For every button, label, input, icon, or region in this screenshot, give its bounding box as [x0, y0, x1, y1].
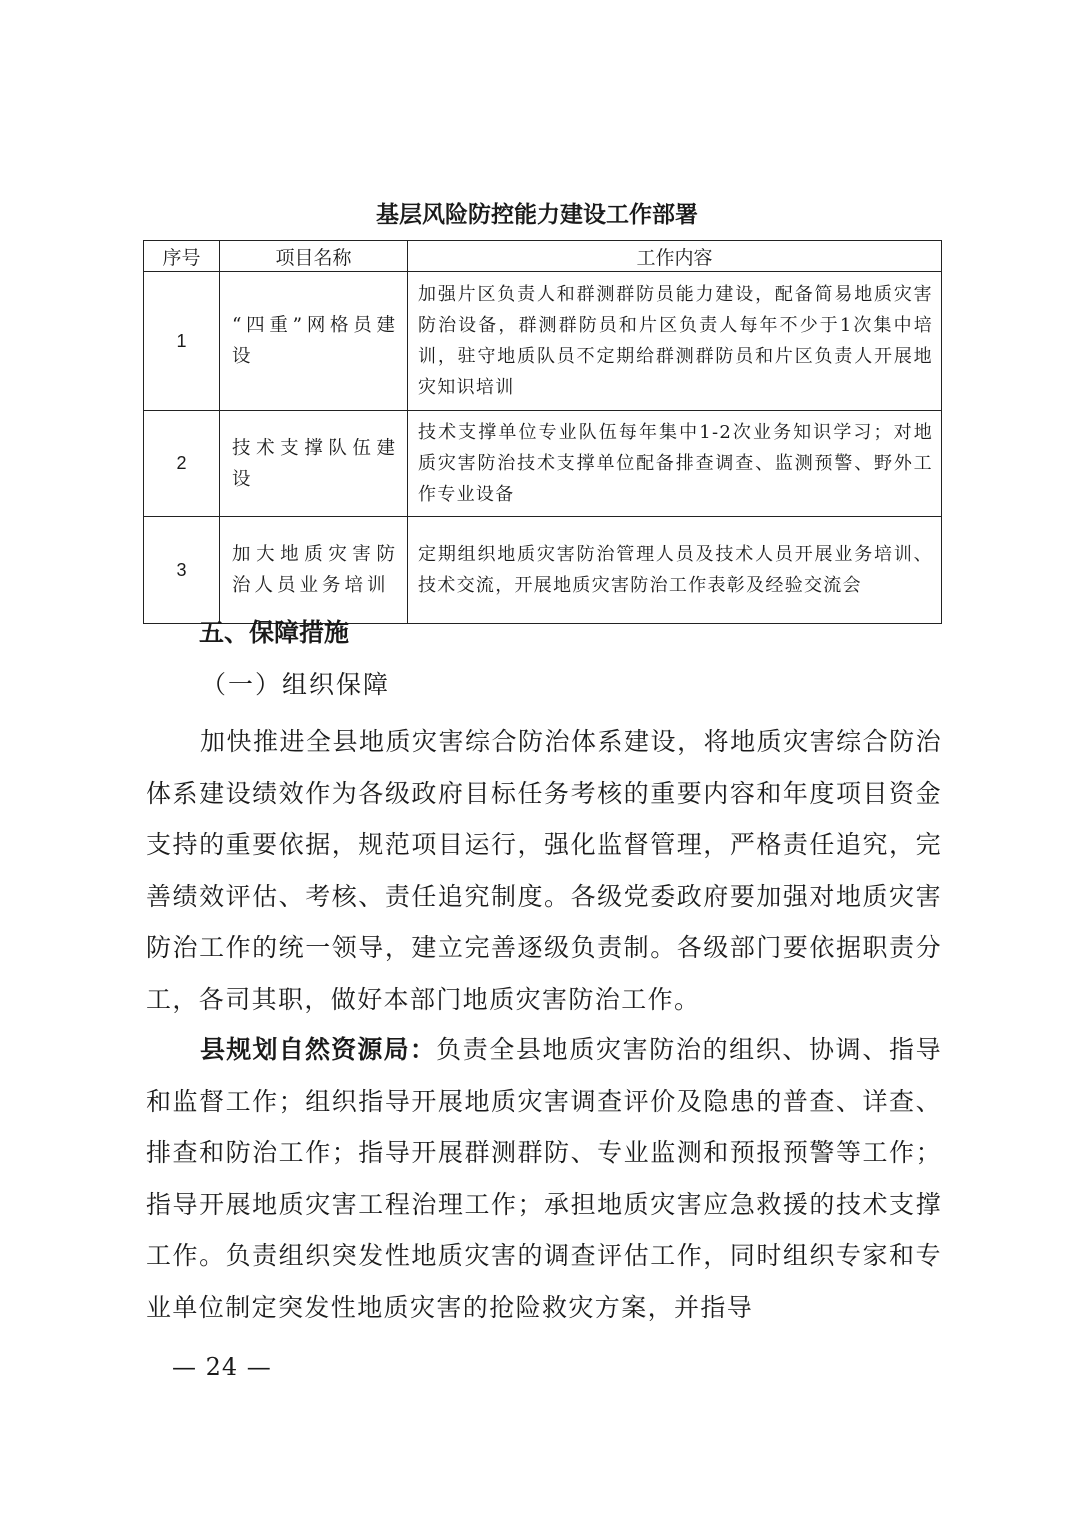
paragraph-lead: 县规划自然资源局： — [200, 1035, 437, 1064]
table-row — [144, 411, 942, 517]
row-number: 3 — [144, 517, 220, 624]
row-work-content: 技术支撑单位专业队伍每年集中1-2次业务知识学习；对地质灾害防治技术支撑单位配备排查调查、监测预警、野外工作专业设备 — [408, 411, 942, 517]
row-number: 1 — [144, 272, 220, 411]
row-work-content: 加强片区负责人和群测群防员能力建设，配备简易地质灾害防治设备，群测群防员和片区负责人每年不少于1次集中培训，驻守地质队员不定期给群测群防员和片区负责人开展地灾知识培训 — [408, 272, 942, 411]
row-project-name: 技术支撑队伍建设 — [220, 411, 408, 517]
table-row — [144, 272, 942, 411]
header-project-name: 项目名称 — [220, 241, 408, 272]
header-work-content: 工作内容 — [408, 241, 942, 272]
row-project-name: “四重”网格员建设 — [220, 272, 408, 411]
paragraph-planning-bureau — [146, 1024, 942, 1333]
deployment-table — [143, 240, 942, 624]
page-number: — 24 — — [172, 1353, 272, 1381]
table-header-row — [144, 241, 942, 272]
table-title: 基层风险防控能力建设工作部署 — [376, 202, 698, 228]
paragraph-body: 负责全县地质灾害防治的组织、协调、指导和监督工作；组织指导开展地质灾害调查评价及隐患的普查、详查、排查和防治工作；指导开展群测群防、专业监测和预报预警等工作；指导开展地质灾害工程治理工作；承担地质灾害应急救援的技术支撑工作。负责组织突发性地质灾害的调查评估工作，同时组织专家和专业单位制定突发性地质灾害的抢险救灾方案，并指导 — [146, 1035, 942, 1322]
row-work-content: 定期组织地质灾害防治管理人员及技术人员开展业务培训、技术交流，开展地质灾害防治工作表彰及经验交流会 — [408, 517, 942, 624]
section-heading: 五、保障措施 — [199, 618, 350, 647]
table-row — [144, 517, 942, 624]
section-subheading: （一）组织保障 — [201, 670, 391, 699]
paragraph-organization: 加快推进全县地质灾害综合防治体系建设，将地质灾害综合防治体系建设绩效作为各级政府目标任务考核的重要内容和年度项目资金支持的重要依据，规范项目运行，强化监督管理，严格责任追究，完善绩效评估、考核、责任追究制度。各级党委政府要加强对地质灾害防治工作的统一领导，建立完善逐级负责制。各级部门要依据职责分工，各司其职，做好本部门地质灾害防治工作。 — [146, 727, 942, 1014]
row-number: 2 — [144, 411, 220, 517]
row-project-name: 加大地质灾害防治人员业务培训 — [220, 517, 408, 624]
header-number: 序号 — [144, 241, 220, 272]
